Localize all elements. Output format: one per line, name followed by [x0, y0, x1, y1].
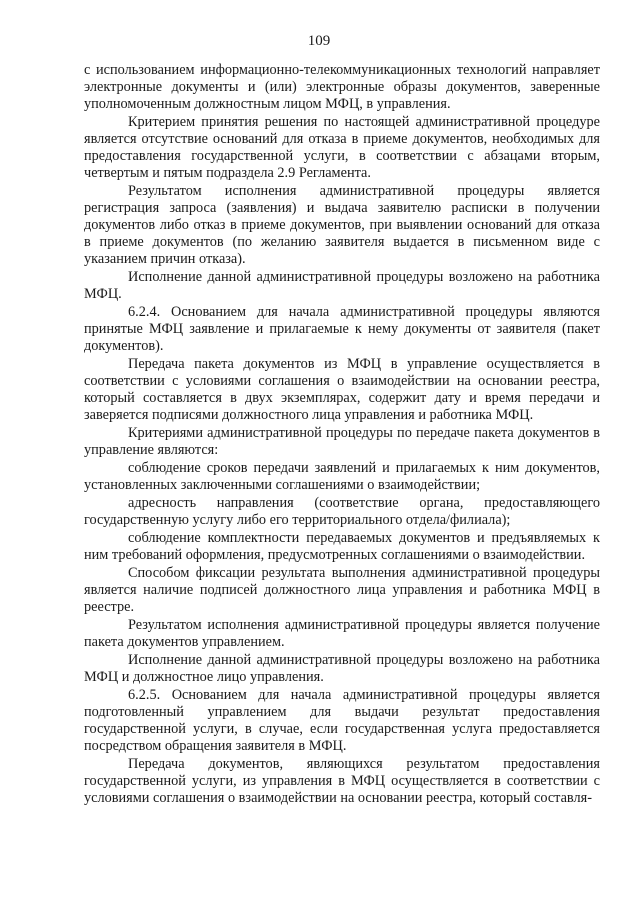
paragraph-10: соблюдение комплектности передаваемых документов и предъявляемых к ним требований оформления, предусмотренных соглашениями о взаимодействии. — [84, 530, 600, 563]
paragraph-13: Исполнение данной административной процедуры возложено на работника МФЦ и должностное лицо управления. — [84, 652, 600, 685]
paragraph-14: 6.2.5. Основанием для начала административной процедуры является подготовленный управлением для выдачи результат предоставления государственной услуги, в случае, если государственная услуга предоставляется посредством обращения заявителя в МФЦ. — [84, 687, 600, 754]
paragraph-15: Передача документов, являющихся результатом предоставления государственной услуги, из управления в МФЦ осуществляется в соответствии с условиями соглашения о взаимодействии на основании реестра, который составля- — [84, 756, 600, 806]
paragraph-1: с использованием информационно-телекоммуникационных технологий направляет электронные документы и (или) электронные образы документов, заверенные уполномоченным должностным лицом МФЦ, в управления. — [84, 62, 600, 112]
paragraph-9: адресность направления (соответствие органа, предоставляющего государственную услугу либо его территориального отдела/филиала); — [84, 495, 600, 528]
paragraph-4: Исполнение данной административной процедуры возложено на работника МФЦ. — [84, 269, 600, 302]
paragraph-2: Критерием принятия решения по настоящей административной процедуре является отсутствие оснований для отказа в приеме документов, необходимых для предоставления государственной услуги, в соответствии с абзацами вторым, четвертым и пятым подраздела 2.9 Регламента. — [84, 114, 600, 181]
paragraph-8: соблюдение сроков передачи заявлений и прилагаемых к ним документов, установленных заключенными соглашениями о взаимодействии; — [84, 460, 600, 493]
paragraph-11: Способом фиксации результата выполнения административной процедуры является наличие подписей должностного лица управления и работника МФЦ в реестре. — [84, 565, 600, 615]
paragraph-6: Передача пакета документов из МФЦ в управление осуществляется в соответствии с условиями соглашения о взаимодействии на основании реестра, который составляется в двух экземплярах, содержит дату и время передачи и заверяется подписями должностного лица управления и работника МФЦ. — [84, 356, 600, 423]
paragraph-3: Результатом исполнения административной процедуры является регистрация запроса (заявления) и выдача заявителю расписки в получении документов либо отказ в приеме документов, при выявлении оснований для отказа в приеме документов (по желанию заявителя выдается в письменном виде с указанием причин отказа). — [84, 183, 600, 267]
paragraph-5: 6.2.4. Основанием для начала административной процедуры являются принятые МФЦ заявление и прилагаемые к нему документы от заявителя (пакет документов). — [84, 304, 600, 354]
paragraph-12: Результатом исполнения административной процедуры является получение пакета документов управлением. — [84, 617, 600, 650]
page-number: 109 — [307, 33, 331, 49]
document-body — [84, 62, 600, 808]
paragraph-7: Критериями административной процедуры по передаче пакета документов в управление являются: — [84, 425, 600, 458]
